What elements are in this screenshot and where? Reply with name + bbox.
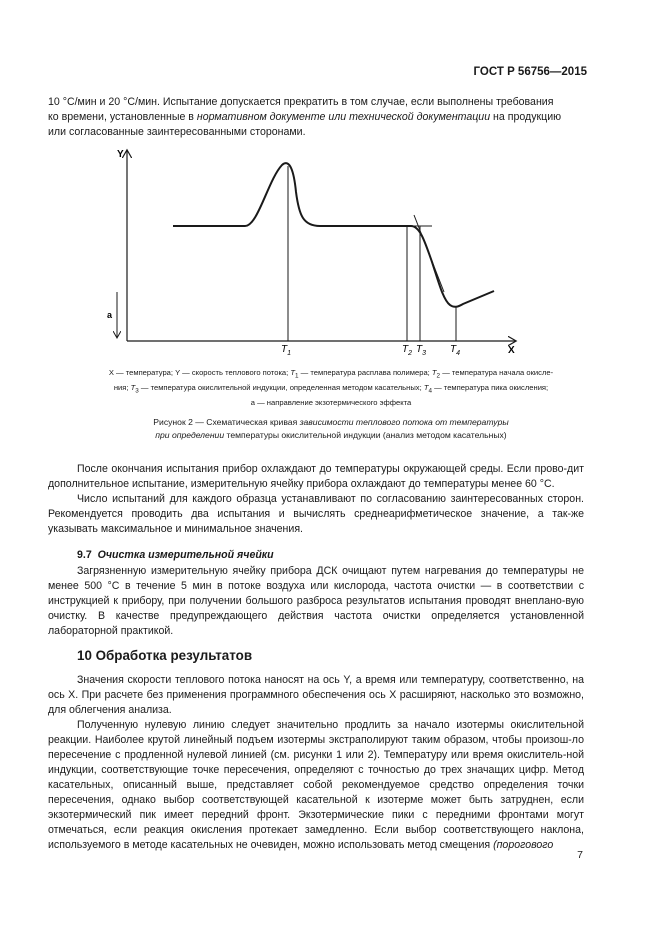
intro-italic: нормативном документе или технической документации [196,111,491,123]
page-number: 7 [577,849,583,861]
caption-text: температуры окислительной индукции (анализ методом касательных) [224,429,507,440]
legend-symbol: T [431,368,437,377]
section-title: Очистка измерительной ячейки [97,549,274,561]
legend-subscript: 4 [428,387,432,395]
figure-caption [48,416,614,441]
intro-line-2 [48,110,584,125]
tangent-line [414,215,444,292]
tick-label-t2: $T_2$ [402,344,413,357]
legend-symbol: T [423,382,429,392]
x-axis-label: X [508,345,515,356]
legend-text: — температура расплава полимера; [298,368,432,377]
caption-text: Рисунок 2 — Схематическая кривая [153,417,300,427]
intro-paragraph [48,95,584,140]
legend-line-3: a — направление экзотермического эффекта [250,397,412,407]
legend-line-2 [48,382,614,397]
paragraph-cooling: После окончания испытания прибор охлаждают до температуры окружающей среды. Если прово-дит дополнительное испытание, измерительную ячейку прибора охлаждают до температуры менее 60 °С. [48,463,584,490]
paragraph-text: Полученную нулевую линию следует значительно продлить за начало изотермы окислительной реакции. Наиболее крутой линейный подъем изотермы экстраполируют таким образом, чтобы произош-ло пересечение с продленной нулевой линией (см. рисунки 1 или 2). Температуру или время окислитель-ной индукции, соответствующие точке пересечения, определяют с точностью до трех значащих цифр. Метод касательных, описанный выше, представляет собой рекомендуемое средство определения точки пересечения, однако выбор соответствующей касательной к изотерме может быть затруднен, если экзотермический пик имеет передний фронт. Экзотермические пики с передними фронтами могут отмечаться, если реакция окисления протекает замедленно. Если выбор соответствующего наклона, используемого в методе касательных не очевиден, можно использовать метод смещения [48,719,584,851]
paragraph-baseline [48,718,584,853]
legend-text: — температура окислительной индукции, определенная методом касательных; [138,382,424,392]
caption-italic: при определении [155,429,225,440]
figure-legend [48,367,614,408]
paragraph-test-count: Число испытаний для каждого образца устанавливают по согласованию заинтересованных сторон. Рекомендуется проводить два испытания и вычислять среднеарифметическое значение, а так-же указывать максимальное и минимальное значения. [48,493,584,535]
dsc-curve [173,163,494,307]
intro-text: на продукцию [490,111,562,123]
legend-symbol: T [130,382,136,392]
legend-subscript: 2 [436,372,441,380]
section-number: 9.7 [77,549,92,561]
legend-text: ния; [113,382,131,392]
legend-line-1 [48,367,614,382]
tick-label-t1: $T_1$ [281,344,292,357]
caption-italic: зависимости теплового потока от температуры [299,417,509,427]
after-test-paragraphs [48,462,584,537]
page-header: ГОСТ Р 56756—2015 [473,66,587,78]
legend-subscript: 1 [295,372,299,380]
section-10-body [48,673,584,853]
legend-symbol: T [290,368,296,377]
y-axis-label: Y [117,149,124,160]
intro-text: ко времени, установленные в [48,111,197,123]
legend-text: X — температура; Y — скорость теплового потока; [108,368,291,377]
intro-line-3: или согласованные заинтересованными сторонами. [48,126,306,138]
tick-label-t3: $T_3$ [416,344,427,357]
legend-text: — температура пика окисления; [431,382,549,392]
section-10-heading: 10 Обработка результатов [77,648,253,663]
section-9-7-heading [77,549,274,561]
dsc-curve-figure [0,140,661,365]
exotherm-arrow-label: a [107,310,113,320]
legend-text: — температура начала окисле- [440,368,554,377]
paragraph-cleaning: Загрязненную измерительную ячейку прибора ДСК очищают путем нагревания до температуры не менее 500 °С в течение 5 мин в потоке воздуха или кислорода, частота очистки — в соответствии с инструкцией к прибору, при получении большого разброса результатов испытания проводят внеплано-вую очистку. В качестве предупреждающего действия частота очистки определяется установленной лабораторной практикой. [48,565,584,637]
paragraph-italic: (порогового [493,839,554,851]
tick-label-t4: $T_4$ [450,344,461,357]
legend-subscript: 3 [135,387,139,395]
section-9-7-body [48,564,584,639]
intro-line-1: 10 °С/мин и 20 °С/мин. Испытание допускается прекратить в том случае, если выполнены требования [48,96,554,108]
caption-line-2 [48,429,614,442]
paragraph-axes: Значения скорости теплового потока наносят на ось Y, а время или температуру, соответственно, на ось X. При расчете без применения программного обеспечения ось X расширяют, насколько это возможно, для облегчения анализа. [48,674,584,716]
caption-line-1 [48,416,614,429]
